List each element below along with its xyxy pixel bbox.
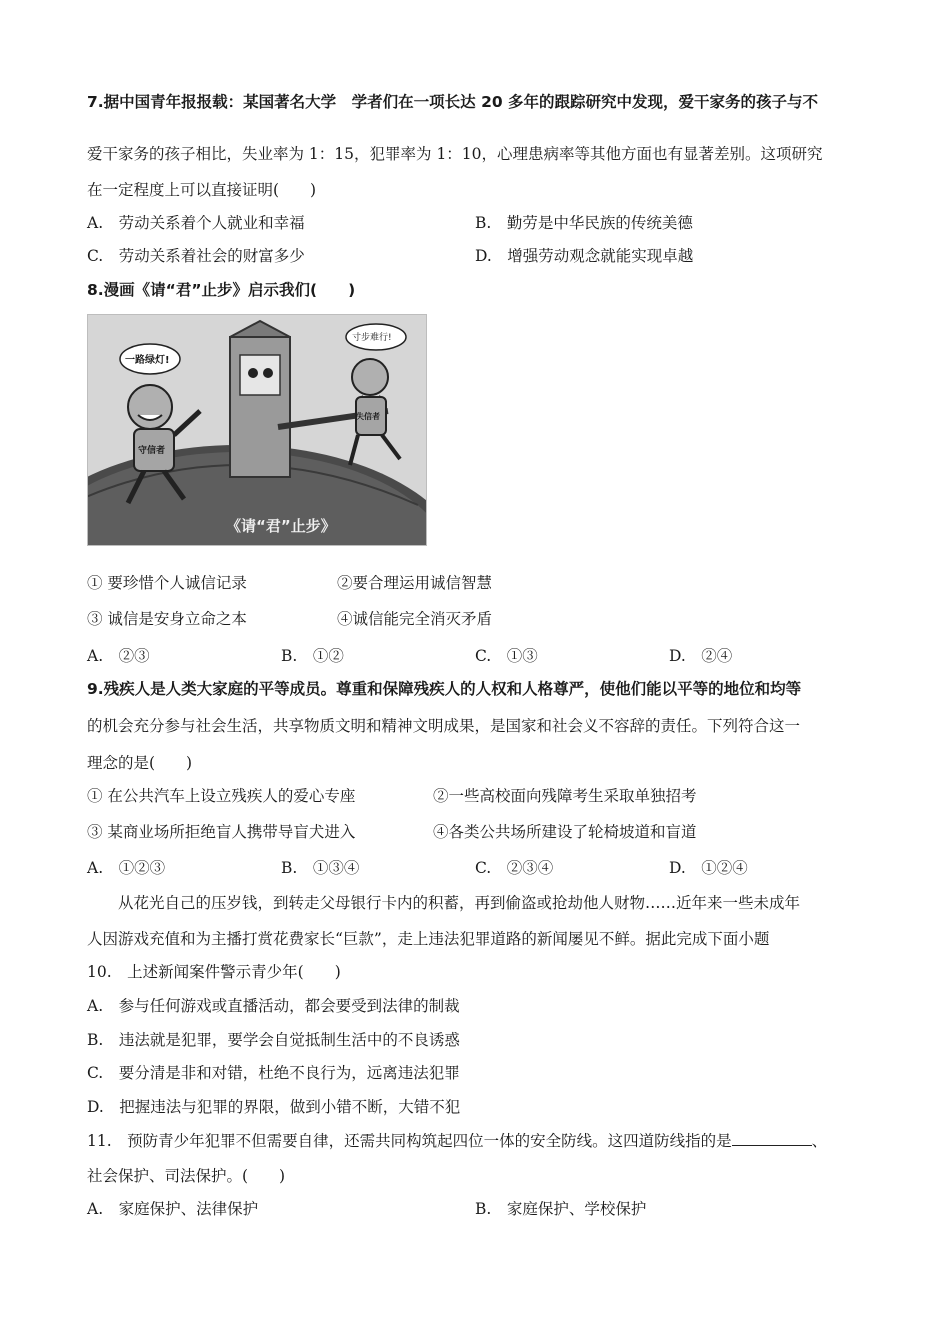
q8-statement-3: ③ 诚信是安身立命之本 (87, 610, 247, 628)
q8-stem: 8.漫画《请“君”止步》启示我们( ) (87, 281, 356, 299)
q7-option-c: C. 劳动关系着社会的财富多少 (87, 247, 305, 265)
q8-option-b: B. ①② (281, 647, 344, 665)
q10-option-a: A. 参与任何游戏或直播活动，都会要受到法律的制裁 (87, 997, 460, 1015)
q8-option-a: A. ②③ (87, 647, 150, 665)
q10-option-c: C. 要分清是非和对错，杜绝不良行为，远离违法犯罪 (87, 1064, 460, 1082)
q11-stem-text: 11. 预防青少年犯罪不但需要自律，还需共同构筑起四位一体的安全防线。这四道防线指的是 (87, 1132, 732, 1150)
q7-stem-line1: 7.据中国青年报报载：某国著名大学 学者们在一项长达 20 多年的跟踪研究中发现，爱干家务的孩子与不 (87, 93, 819, 111)
passage-line2: 人因游戏充值和为主播打赏花费家长“巨款”，走上违法犯罪道路的新闻屡见不鲜。据此完成下面小题 (87, 930, 770, 948)
q8-statement-4: ④诚信能完全消灭矛盾 (337, 610, 493, 628)
q7-stem-line3: 在一定程度上可以直接证明( ) (87, 181, 317, 199)
q7-option-a: A. 劳动关系着个人就业和幸福 (87, 214, 305, 232)
q10-stem: 10. 上述新闻案件警示青少年( ) (87, 963, 341, 981)
q7-option-d: D. 增强劳动观念就能实现卓越 (475, 247, 694, 265)
q9-statement-4: ④各类公共场所建设了轮椅坡道和盲道 (433, 823, 697, 841)
q10-option-d: D. 把握违法与犯罪的界限，做到小错不断，大错不犯 (87, 1098, 461, 1116)
q9-option-d: D. ①②④ (669, 859, 748, 877)
q9-stem-line3: 理念的是( ) (87, 754, 193, 772)
cartoon-bubble-left: 一路绿灯! (125, 355, 170, 366)
q11-option-a: A. 家庭保护、法律保护 (87, 1200, 259, 1218)
q11-stem-tail: 、 (811, 1132, 828, 1150)
q8-option-c: C. ①③ (475, 647, 538, 665)
q7-option-b: B. 勤劳是中华民族的传统美德 (475, 214, 693, 232)
q9-stem-line1: 9.残疾人是人类大家庭的平等成员。尊重和保障残疾人的人权和人格尊严，使他们能以平等的地位和均等 (87, 680, 802, 698)
q9-statement-1: ① 在公共汽车上设立残疾人的爱心专座 (87, 787, 356, 805)
q11-stem-line1 (87, 1131, 827, 1151)
q11-stem-line2: 社会保护、司法保护。( ) (87, 1167, 286, 1185)
cartoon-shirt-left: 守信者 (138, 446, 166, 456)
q9-stem-line2: 的机会充分参与社会生活，共享物质文明和精神文明成果，是国家和社会义不容辞的责任。下列符合这一 (87, 717, 801, 735)
q9-statement-3: ③ 某商业场所拒绝盲人携带导盲犬进入 (87, 823, 356, 841)
q9-option-a: A. ①②③ (87, 859, 166, 877)
q7-stem-line2: 爱干家务的孩子相比，失业率为 1：15，犯罪率为 1：10，心理患病率等其他方面也有显著差别。这项研究 (87, 145, 823, 163)
cartoon-bubble-right: 寸步难行! (352, 333, 392, 343)
q9-option-c: C. ②③④ (475, 859, 554, 877)
cartoon-shirt-right: 失信者 (356, 412, 380, 421)
q9-statement-2: ②一些高校面向残障考生采取单独招考 (433, 787, 697, 805)
passage-line1: 从花光自己的压岁钱，到转走父母银行卡内的积蓄，再到偷盗或抢劫他人财物……近年来一些未成年 (87, 894, 801, 912)
q10-option-b: B. 违法就是犯罪，要学会自觉抵制生活中的不良诱惑 (87, 1031, 460, 1049)
q11-option-b: B. 家庭保护、学校保护 (475, 1200, 647, 1218)
cartoon-image (87, 314, 427, 546)
q11-blank[interactable] (732, 1131, 812, 1146)
q8-statement-1: ① 要珍惜个人诚信记录 (87, 574, 247, 592)
q9-option-b: B. ①③④ (281, 859, 360, 877)
q8-statement-2: ②要合理运用诚信智慧 (337, 574, 493, 592)
cartoon-caption: 《请“君”止步》 (226, 517, 336, 535)
q8-option-d: D. ②④ (669, 647, 733, 665)
